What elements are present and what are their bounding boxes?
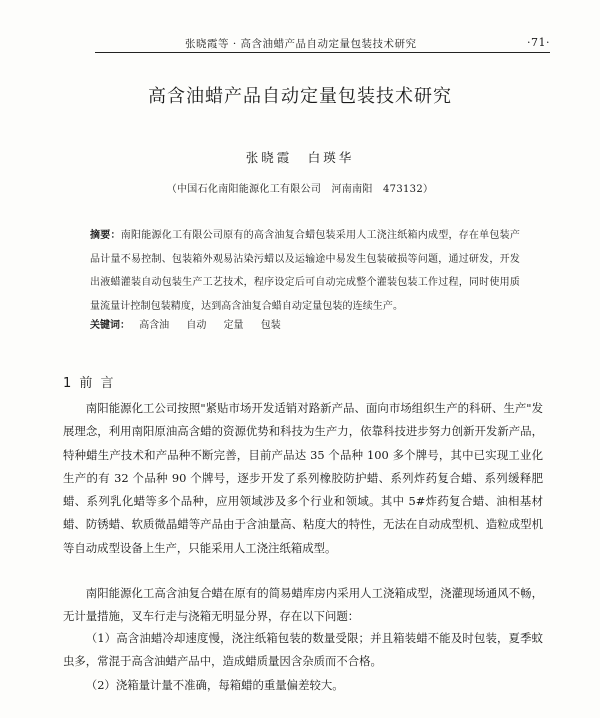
list-item-text: （2）浇箱量计量不准确，每箱蜡的重量偏差较大。	[85, 678, 344, 692]
section-heading: 1 前 言	[63, 376, 116, 391]
list-item-1	[63, 627, 543, 674]
paragraph-text: 南阳能源化工公司按照"紧贴市场开发适销对路新产品、面向市场组织生产的科研、生产"发展理念，利用南阳原油高含蜡的资源优势和科技为生产力，依靠科技进步努力创新开发新产品，特种蜡生产技术和产品种不断完善，目前产品达 35 个品种 100 多个牌号，其中已实现工业化生产的有 32 个品种 90 个牌号，逐步开发了系列橡胶防护蜡、系列炸药复合蜡、系列缓释肥蜡、系列乳化蜡等多个品种，应用领域涉及多个行业和领域。其中 5#炸药复合蜡、油相基材蜡、防锈蜡、软质微晶蜡等产品由于含油量高、粘度大的特性，无法在自动成型机、造粒成型机等自动成型设备上生产，只能采用人工浇注纸箱成型。	[63, 401, 543, 555]
paragraph-2	[63, 582, 543, 629]
article-title: 高含油蜡产品自动定量包装技术研究	[148, 86, 452, 107]
list-item-text: （1）高含油蜡冷却速度慢，浇注纸箱包装的数量受限；并且箱装蜡不能及时包装，夏季蚊虫多，常混于高含油蜡产品中，造成蜡质量因含杂质而不合格。	[63, 631, 543, 669]
author-affiliation: （中国石化南阳能源化工有限公司 河南南阳 473132）	[166, 184, 434, 195]
keyword-item: 包装	[260, 320, 281, 331]
keyword-item: 高含油	[139, 320, 170, 331]
abstract-text: 南阳能源化工有限公司原有的高含油复合蜡包装采用人工浇注纸箱内成型，存在单包装产品计量不易控制、包装箱外观易沾染污蜡以及运输途中易发生包装破损等问题，通过研发，开发出液蜡灌装自动包装生产工艺技术，程序设定后可自动完成整个灌装包装工作过程，同时使用质量流量计控制包装精度，达到高含油复合蜡自动定量包装的连续生产。	[90, 230, 520, 312]
page-number: ·71·	[527, 36, 550, 49]
keywords-label: 关键词：	[90, 320, 130, 331]
keyword-item: 定量	[223, 320, 244, 331]
keywords	[90, 316, 520, 331]
paragraph-1	[63, 397, 543, 560]
keyword-item: 自动	[186, 320, 207, 331]
article-authors: 张晓霞 白瑛华	[245, 150, 355, 165]
running-header	[95, 36, 550, 53]
paragraph-text: 南阳能源化工高含油复合蜡在原有的简易蜡库房内采用人工浇箱成型，浇灌现场通风不畅，无计量措施，叉车行走与浇箱无明显分界，存在以下问题：	[63, 586, 543, 624]
abstract	[90, 224, 520, 318]
running-title: 张晓霞等 · 高含油蜡产品自动定量包装技术研究	[185, 38, 417, 50]
abstract-label: 摘要：	[90, 230, 121, 241]
list-item-2	[63, 674, 543, 697]
